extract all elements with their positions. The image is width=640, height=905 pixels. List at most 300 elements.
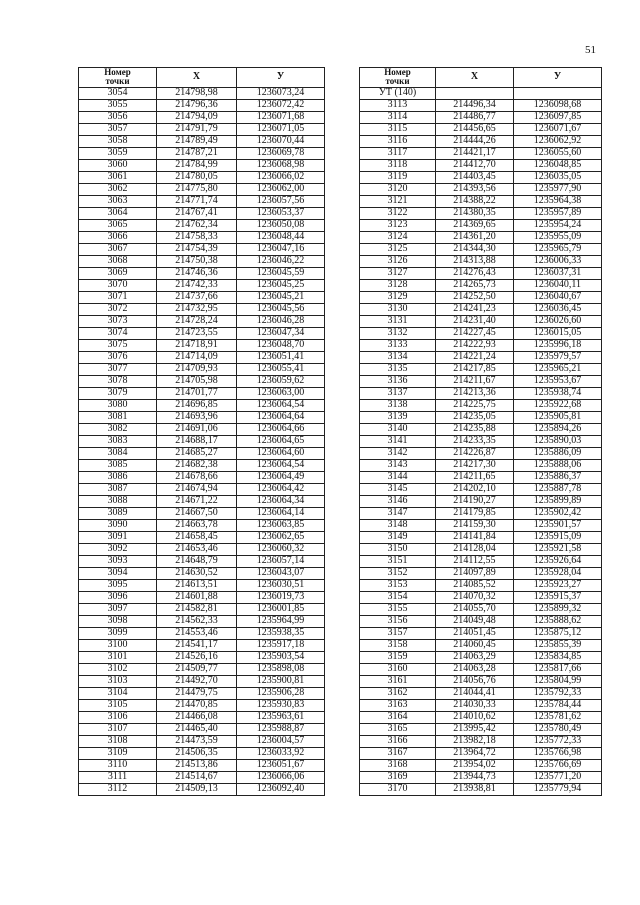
y-coordinate-cell: 1236057,14 — [237, 555, 325, 567]
y-coordinate-cell: 1235898,08 — [237, 663, 325, 675]
table-row — [360, 471, 602, 483]
x-coordinate-cell: 214787,21 — [157, 147, 237, 159]
point-number-cell: 3104 — [79, 687, 157, 699]
table-row — [79, 615, 325, 627]
point-number-cell: 3150 — [360, 543, 436, 555]
table-body — [360, 99, 602, 795]
y-coordinate-cell: 1236064,42 — [237, 483, 325, 495]
point-number-cell: 3146 — [360, 495, 436, 507]
point-number-cell: 3090 — [79, 519, 157, 531]
table-row — [79, 339, 325, 351]
point-number-cell: 3103 — [79, 675, 157, 687]
y-coordinate-cell: 1236051,41 — [237, 351, 325, 363]
x-coordinate-cell: 214798,98 — [157, 87, 237, 99]
x-coordinate-cell: 214509,77 — [157, 663, 237, 675]
y-coordinate-cell: 1236037,31 — [514, 267, 602, 279]
y-coordinate-cell: 1236001,85 — [237, 603, 325, 615]
table-row — [79, 255, 325, 267]
x-coordinate-cell: 214044,41 — [436, 687, 514, 699]
point-number-cell: 3169 — [360, 771, 436, 783]
y-coordinate-cell: 1236004,57 — [237, 735, 325, 747]
table-row — [360, 387, 602, 399]
x-coordinate-cell: 214728,24 — [157, 315, 237, 327]
table-row — [360, 591, 602, 603]
table-row — [79, 747, 325, 759]
table-row — [360, 771, 602, 783]
y-coordinate-cell: 1236068,98 — [237, 159, 325, 171]
point-number-cell: 3079 — [79, 387, 157, 399]
table-row — [360, 363, 602, 375]
x-coordinate-cell: 214693,96 — [157, 411, 237, 423]
point-number-cell: 3112 — [79, 783, 157, 795]
y-coordinate-cell: 1236051,67 — [237, 759, 325, 771]
point-number-cell: 3100 — [79, 639, 157, 651]
point-number-cell: 3158 — [360, 639, 436, 651]
table-row — [360, 723, 602, 735]
y-coordinate-cell: 1235771,20 — [514, 771, 602, 783]
y-coordinate-cell: 1235804,99 — [514, 675, 602, 687]
y-coordinate-cell: 1236063,00 — [237, 387, 325, 399]
point-number-cell: 3091 — [79, 531, 157, 543]
y-coordinate-cell: 1235888,62 — [514, 615, 602, 627]
x-coordinate-cell: 214754,39 — [157, 243, 237, 255]
y-coordinate-cell: 1236064,54 — [237, 399, 325, 411]
point-number-cell: 3153 — [360, 579, 436, 591]
table-row — [79, 663, 325, 675]
y-coordinate-cell: 1235766,98 — [514, 747, 602, 759]
table-row — [360, 675, 602, 687]
y-coordinate-cell: 1236045,56 — [237, 303, 325, 315]
y-coordinate-cell: 1236045,21 — [237, 291, 325, 303]
x-coordinate-cell: 214097,89 — [436, 567, 514, 579]
table-row — [79, 195, 325, 207]
point-number-cell: 3136 — [360, 375, 436, 387]
x-coordinate-cell: 214509,13 — [157, 783, 237, 795]
x-coordinate-cell: 214601,88 — [157, 591, 237, 603]
y-coordinate-cell: 1235938,35 — [237, 627, 325, 639]
x-coordinate-cell: 214241,23 — [436, 303, 514, 315]
point-number-cell: 3075 — [79, 339, 157, 351]
x-coordinate-cell: 214056,76 — [436, 675, 514, 687]
y-coordinate-cell: 1236066,06 — [237, 771, 325, 783]
x-coordinate-cell: 214202,10 — [436, 483, 514, 495]
x-coordinate-cell: 214696,85 — [157, 399, 237, 411]
table-body — [79, 87, 325, 795]
point-number-cell: 3170 — [360, 783, 436, 795]
x-coordinate-cell: 214506,35 — [157, 747, 237, 759]
y-coordinate-cell: 1236063,85 — [237, 519, 325, 531]
y-coordinate-cell: 1236046,22 — [237, 255, 325, 267]
y-coordinate-cell: 1236064,34 — [237, 495, 325, 507]
table-row — [79, 687, 325, 699]
x-coordinate-cell: 214412,70 — [436, 159, 514, 171]
x-coordinate-cell: 214051,45 — [436, 627, 514, 639]
x-coordinate-cell: 214141,84 — [436, 531, 514, 543]
y-coordinate-cell: 1236048,85 — [514, 159, 602, 171]
point-number-cell: 3096 — [79, 591, 157, 603]
y-coordinate-cell: 1235915,37 — [514, 591, 602, 603]
point-number-cell: 3163 — [360, 699, 436, 711]
table-row — [79, 147, 325, 159]
table-row — [79, 591, 325, 603]
x-coordinate-cell: 214667,50 — [157, 507, 237, 519]
y-coordinate-cell: 1235902,42 — [514, 507, 602, 519]
table-row — [79, 723, 325, 735]
x-coordinate-cell: 213954,02 — [436, 759, 514, 771]
point-number-header-line1: Номер — [104, 67, 131, 77]
point-number-cell: 3055 — [79, 99, 157, 111]
point-number-cell: 3072 — [79, 303, 157, 315]
x-coordinate-cell: 214732,95 — [157, 303, 237, 315]
table-row — [360, 627, 602, 639]
y-coordinate-cell: 1235886,09 — [514, 447, 602, 459]
y-coordinate-cell: 1235954,24 — [514, 219, 602, 231]
y-coordinate-cell: 1235953,67 — [514, 375, 602, 387]
x-coordinate-cell: 213944,73 — [436, 771, 514, 783]
x-coordinate-cell: 214513,86 — [157, 759, 237, 771]
point-number-cell: 3141 — [360, 435, 436, 447]
point-number-cell: 3099 — [79, 627, 157, 639]
point-number-cell: 3069 — [79, 267, 157, 279]
table-row — [360, 567, 602, 579]
point-number-cell: 3097 — [79, 603, 157, 615]
table-row — [360, 231, 602, 243]
table-row — [360, 603, 602, 615]
x-coordinate-cell: 214227,45 — [436, 327, 514, 339]
point-number-cell: 3071 — [79, 291, 157, 303]
table-row — [360, 99, 602, 111]
x-coordinate-cell: 214361,20 — [436, 231, 514, 243]
point-number-cell: 3098 — [79, 615, 157, 627]
point-number-cell: 3082 — [79, 423, 157, 435]
y-coordinate-cell: 1235928,04 — [514, 567, 602, 579]
y-coordinate-cell: 1235772,33 — [514, 735, 602, 747]
y-coordinate-cell: 1236047,34 — [237, 327, 325, 339]
x-coordinate-cell: 214466,08 — [157, 711, 237, 723]
x-coordinate-cell: 214403,45 — [436, 171, 514, 183]
table-row — [79, 435, 325, 447]
x-coordinate-cell: 214630,52 — [157, 567, 237, 579]
x-coordinate-cell: 214553,46 — [157, 627, 237, 639]
table-row — [360, 711, 602, 723]
y-coordinate-cell: 1236053,37 — [237, 207, 325, 219]
x-coordinate-cell: 214671,22 — [157, 495, 237, 507]
point-number-cell: 3138 — [360, 399, 436, 411]
point-number-cell: 3114 — [360, 111, 436, 123]
table-row — [79, 507, 325, 519]
table-row — [79, 135, 325, 147]
y-coordinate-cell: 1235903,54 — [237, 651, 325, 663]
table-row — [360, 195, 602, 207]
x-coordinate-cell: 214225,75 — [436, 399, 514, 411]
table-row — [360, 207, 602, 219]
table-row — [360, 639, 602, 651]
y-coordinate-cell: 1235965,21 — [514, 363, 602, 375]
table-row — [360, 171, 602, 183]
point-number-cell: 3125 — [360, 243, 436, 255]
y-coordinate-cell: 1235923,27 — [514, 579, 602, 591]
y-coordinate-cell: 1236055,41 — [237, 363, 325, 375]
y-coordinate-cell: 1235996,18 — [514, 339, 602, 351]
x-coordinate-cell: 214742,33 — [157, 279, 237, 291]
point-number-cell: 3137 — [360, 387, 436, 399]
table-row — [79, 759, 325, 771]
table-row — [360, 543, 602, 555]
table-row — [360, 351, 602, 363]
table-row — [360, 267, 602, 279]
y-coordinate-cell: 1235926,64 — [514, 555, 602, 567]
table-row — [79, 291, 325, 303]
point-number-cell: 3060 — [79, 159, 157, 171]
x-coordinate-cell: 214393,56 — [436, 183, 514, 195]
table-row — [79, 447, 325, 459]
y-coordinate-cell: 1236060,32 — [237, 543, 325, 555]
x-coordinate-cell: 214313,88 — [436, 255, 514, 267]
x-coordinate-cell: 214701,77 — [157, 387, 237, 399]
table-row — [79, 123, 325, 135]
y-coordinate-cell: 1235834,85 — [514, 651, 602, 663]
table-row — [79, 459, 325, 471]
y-coordinate-cell: 1235963,61 — [237, 711, 325, 723]
table-row — [79, 351, 325, 363]
point-number-cell: 3113 — [360, 99, 436, 111]
x-coordinate-cell: 214794,09 — [157, 111, 237, 123]
y-coordinate-cell: 1235899,32 — [514, 603, 602, 615]
point-number-cell: 3064 — [79, 207, 157, 219]
table-row — [360, 747, 602, 759]
table-row — [79, 651, 325, 663]
point-number-cell: 3167 — [360, 747, 436, 759]
x-coordinate-cell: 214682,38 — [157, 459, 237, 471]
point-number-cell: 3105 — [79, 699, 157, 711]
point-number-header-line1: Номер — [384, 67, 411, 77]
point-number-cell: 3109 — [79, 747, 157, 759]
point-number-cell: 3056 — [79, 111, 157, 123]
point-number-cell: 3164 — [360, 711, 436, 723]
y-coordinate-cell: 1236015,05 — [514, 327, 602, 339]
point-number-cell: 3077 — [79, 363, 157, 375]
table-row — [79, 279, 325, 291]
x-coordinate-cell: 214465,40 — [157, 723, 237, 735]
x-coordinate-cell: 214456,65 — [436, 123, 514, 135]
table-row — [360, 699, 602, 711]
x-coordinate-cell: 214737,66 — [157, 291, 237, 303]
x-coordinate-cell: 214526,16 — [157, 651, 237, 663]
table-row — [360, 447, 602, 459]
x-coordinate-cell: 214265,73 — [436, 279, 514, 291]
y-coordinate-cell: 1236097,85 — [514, 111, 602, 123]
table-row — [79, 171, 325, 183]
y-coordinate-cell: 1235888,06 — [514, 459, 602, 471]
table-row — [79, 87, 325, 99]
table-row — [360, 255, 602, 267]
x-coordinate-cell: 214276,43 — [436, 267, 514, 279]
x-coordinate-cell: 214049,48 — [436, 615, 514, 627]
x-coordinate-cell: 213982,18 — [436, 735, 514, 747]
x-coordinate-cell: 214344,30 — [436, 243, 514, 255]
y-coordinate-cell: 1236071,68 — [237, 111, 325, 123]
x-coordinate-cell: 214791,79 — [157, 123, 237, 135]
table-row — [360, 783, 602, 795]
table-row — [360, 423, 602, 435]
y-coordinate-cell: 1236064,64 — [237, 411, 325, 423]
x-coordinate-cell: 214746,36 — [157, 267, 237, 279]
y-coordinate-cell: 1235906,28 — [237, 687, 325, 699]
table-row — [79, 603, 325, 615]
x-coordinate-cell: 214758,33 — [157, 231, 237, 243]
section-subheader-empty — [514, 87, 602, 99]
table-row — [360, 483, 602, 495]
x-coordinate-cell: 214514,67 — [157, 771, 237, 783]
section-subheader-empty — [436, 87, 514, 99]
table-row — [79, 375, 325, 387]
point-number-cell: 3070 — [79, 279, 157, 291]
table-row — [79, 543, 325, 555]
point-number-cell: 3134 — [360, 351, 436, 363]
table-row — [360, 495, 602, 507]
x-coordinate-cell: 214252,50 — [436, 291, 514, 303]
x-coordinate-cell: 214217,30 — [436, 459, 514, 471]
table-row — [360, 219, 602, 231]
table-row — [360, 555, 602, 567]
point-number-cell: 3149 — [360, 531, 436, 543]
y-coordinate-cell: 1235875,12 — [514, 627, 602, 639]
x-coordinate-cell: 214691,06 — [157, 423, 237, 435]
y-coordinate-cell: 1236040,67 — [514, 291, 602, 303]
table-row — [360, 399, 602, 411]
table-row — [79, 771, 325, 783]
table-row — [360, 243, 602, 255]
table-header-row — [79, 68, 325, 88]
x-coordinate-cell: 214562,33 — [157, 615, 237, 627]
x-coordinate-cell: 214486,77 — [436, 111, 514, 123]
y-coordinate-cell: 1236055,60 — [514, 147, 602, 159]
point-number-cell: 3131 — [360, 315, 436, 327]
table-row — [360, 111, 602, 123]
y-coordinate-cell: 1236062,92 — [514, 135, 602, 147]
x-coordinate-cell: 214648,79 — [157, 555, 237, 567]
table-row — [79, 639, 325, 651]
point-number-cell: 3166 — [360, 735, 436, 747]
table-row — [79, 627, 325, 639]
table-row — [360, 279, 602, 291]
y-coordinate-cell: 1236046,28 — [237, 315, 325, 327]
y-coordinate-cell: 1235899,89 — [514, 495, 602, 507]
y-coordinate-cell: 1236006,33 — [514, 255, 602, 267]
x-coordinate-cell: 214063,29 — [436, 651, 514, 663]
table-row — [79, 363, 325, 375]
x-coordinate-cell: 214128,04 — [436, 543, 514, 555]
table-header-row — [360, 68, 602, 88]
x-coordinate-cell: 214492,70 — [157, 675, 237, 687]
y-coordinate-cell: 1235886,37 — [514, 471, 602, 483]
x-coordinate-cell: 214159,30 — [436, 519, 514, 531]
y-coordinate-cell: 1236069,78 — [237, 147, 325, 159]
x-coordinate-cell: 214030,33 — [436, 699, 514, 711]
y-coordinate-cell: 1235988,87 — [237, 723, 325, 735]
x-coordinate-cell: 214762,34 — [157, 219, 237, 231]
table-row — [360, 183, 602, 195]
point-number-header — [79, 68, 157, 88]
point-number-cell: 3087 — [79, 483, 157, 495]
x-coordinate-cell: 214496,34 — [436, 99, 514, 111]
point-number-cell: 3078 — [79, 375, 157, 387]
point-number-cell: 3133 — [360, 339, 436, 351]
table-row — [79, 699, 325, 711]
y-coordinate-cell: 1235890,03 — [514, 435, 602, 447]
y-coordinate-cell: 1235792,33 — [514, 687, 602, 699]
x-coordinate-cell: 213938,81 — [436, 783, 514, 795]
y-coordinate-cell: 1235955,09 — [514, 231, 602, 243]
y-header: У — [237, 68, 325, 88]
x-coordinate-cell: 214444,26 — [436, 135, 514, 147]
point-number-cell: 3066 — [79, 231, 157, 243]
point-number-cell: 3115 — [360, 123, 436, 135]
x-coordinate-cell: 214222,93 — [436, 339, 514, 351]
y-coordinate-cell: 1235784,44 — [514, 699, 602, 711]
point-number-cell: 3156 — [360, 615, 436, 627]
x-coordinate-cell: 214213,36 — [436, 387, 514, 399]
x-coordinate-cell: 214789,49 — [157, 135, 237, 147]
table-row — [79, 735, 325, 747]
x-coordinate-cell: 214771,74 — [157, 195, 237, 207]
coordinates-table-right — [359, 67, 602, 796]
y-coordinate-cell: 1235917,18 — [237, 639, 325, 651]
y-coordinate-cell: 1236026,60 — [514, 315, 602, 327]
table-row — [360, 315, 602, 327]
y-coordinate-cell: 1235979,57 — [514, 351, 602, 363]
point-number-header-line2: точки — [105, 76, 130, 87]
y-coordinate-cell: 1235780,49 — [514, 723, 602, 735]
y-coordinate-cell: 1236030,51 — [237, 579, 325, 591]
x-coordinate-cell: 214421,17 — [436, 147, 514, 159]
table-row — [360, 291, 602, 303]
x-coordinate-cell: 214780,05 — [157, 171, 237, 183]
x-header: X — [436, 68, 514, 88]
point-number-cell: 3081 — [79, 411, 157, 423]
point-number-cell: 3160 — [360, 663, 436, 675]
y-coordinate-cell: 1236064,54 — [237, 459, 325, 471]
y-coordinate-cell: 1236050,08 — [237, 219, 325, 231]
x-coordinate-cell: 214653,46 — [157, 543, 237, 555]
y-coordinate-cell: 1236059,62 — [237, 375, 325, 387]
y-coordinate-cell: 1235894,26 — [514, 423, 602, 435]
table-row — [360, 519, 602, 531]
point-number-cell: 3101 — [79, 651, 157, 663]
y-coordinate-cell: 1235855,39 — [514, 639, 602, 651]
point-number-cell: 3148 — [360, 519, 436, 531]
point-number-cell: 3083 — [79, 435, 157, 447]
point-number-cell: 3085 — [79, 459, 157, 471]
table-row — [79, 471, 325, 483]
point-number-cell: 3130 — [360, 303, 436, 315]
x-coordinate-cell: 214723,55 — [157, 327, 237, 339]
point-number-cell: 3128 — [360, 279, 436, 291]
table-row — [79, 675, 325, 687]
point-number-cell: 3084 — [79, 447, 157, 459]
point-number-cell: 3062 — [79, 183, 157, 195]
table-row — [360, 459, 602, 471]
table-row — [79, 711, 325, 723]
y-coordinate-cell: 1235766,69 — [514, 759, 602, 771]
table-row — [79, 423, 325, 435]
y-coordinate-cell: 1236064,14 — [237, 507, 325, 519]
y-coordinate-cell: 1236048,70 — [237, 339, 325, 351]
x-coordinate-cell: 214718,91 — [157, 339, 237, 351]
point-number-cell: 3108 — [79, 735, 157, 747]
x-coordinate-cell: 214775,80 — [157, 183, 237, 195]
table-row — [79, 519, 325, 531]
